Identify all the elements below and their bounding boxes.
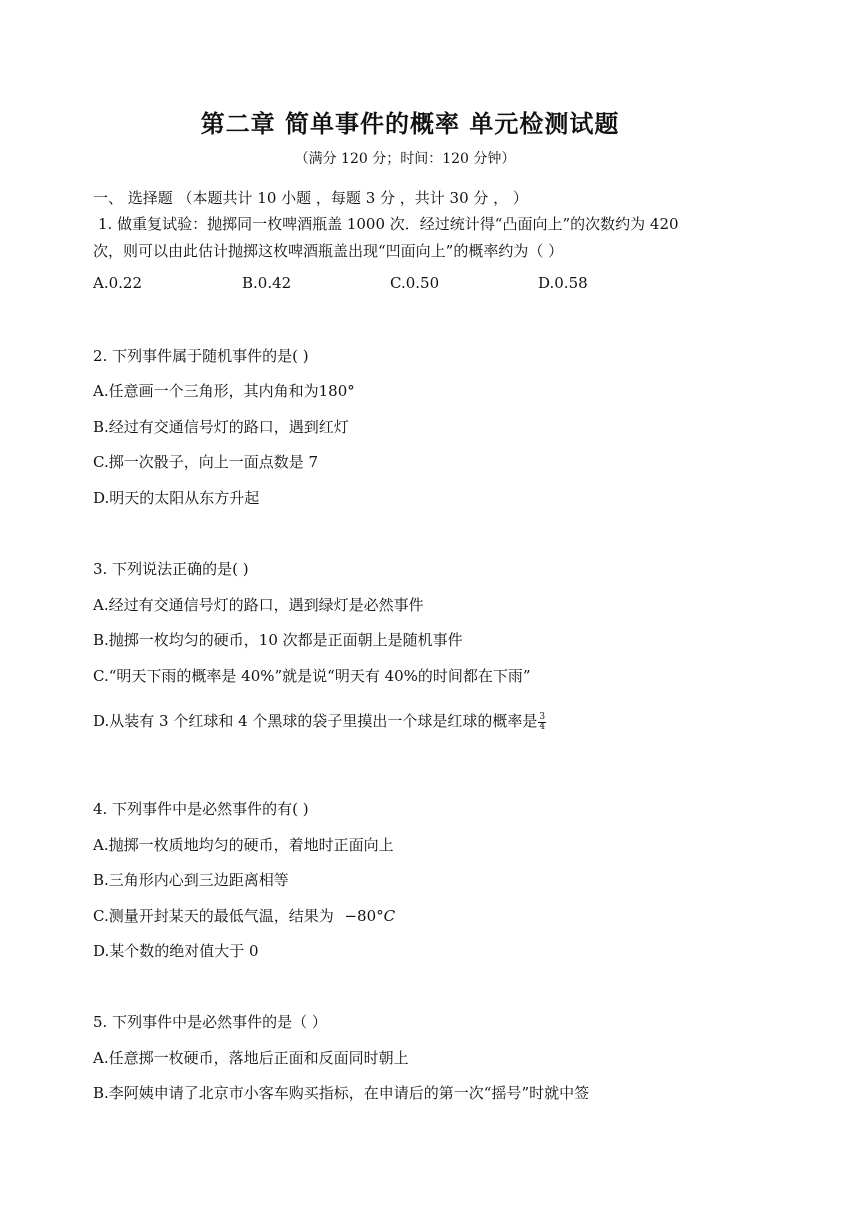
fraction-numerator: 3 bbox=[539, 711, 546, 722]
temperature-value: −80° bbox=[344, 907, 384, 925]
q1-option-d: D.0.58 bbox=[538, 274, 588, 292]
q4-option-c-row bbox=[93, 905, 395, 926]
q2-option-a: A.任意画一个三角形，其内角和为180° bbox=[93, 382, 355, 400]
q3-option-c: C.“明天下雨的概率是 40%”就是说“明天有 40%的时间都在下雨” bbox=[93, 667, 531, 685]
q3-option-d: D.从装有 3 个红球和 4 个黑球的袋子里摸出一个球是红球的概率是 bbox=[93, 712, 538, 730]
section-heading: 一、 选择题 （本题共计 10 小题 ，每题 3 分 ，共计 30 分 ， ） bbox=[93, 189, 528, 207]
question-5-stem: 5. 下列事件中是必然事件的是（ ） bbox=[93, 1013, 327, 1031]
q2-option-b: B.经过有交通信号灯的路口，遇到红灯 bbox=[93, 418, 349, 436]
q4-option-d: D.某个数的绝对值大于 0 bbox=[93, 942, 259, 960]
q4-option-a: A.抛掷一枚质地均匀的硬币，着地时正面向上 bbox=[93, 836, 394, 854]
question-3-stem: 3. 下列说法正确的是( ) bbox=[93, 560, 249, 578]
q2-option-c: C.掷一次骰子，向上一面点数是 7 bbox=[93, 453, 319, 471]
q2-option-d: D.明天的太阳从东方升起 bbox=[93, 489, 260, 507]
question-2-stem: 2. 下列事件属于随机事件的是( ) bbox=[93, 347, 309, 365]
q1-option-a: A.0.22 bbox=[93, 274, 142, 292]
question-1-line-1: 1. 做重复试验：抛掷同一枚啤酒瓶盖 1000 次．经过统计得“凸面向上”的次数约为 420 bbox=[98, 215, 679, 233]
fraction-three-quarters bbox=[538, 713, 546, 732]
q5-option-b: B.李阿姨申请了北京市小客车购买指标，在申请后的第一次“摇号”时就中签 bbox=[93, 1084, 590, 1102]
q4-option-b: B.三角形内心到三边距离相等 bbox=[93, 871, 289, 889]
q1-option-c: C.0.50 bbox=[390, 274, 440, 292]
page-subtitle: （满分 120 分；时间：120 分钟） bbox=[294, 151, 516, 167]
q3-option-d-row bbox=[93, 710, 546, 732]
q1-option-b: B.0.42 bbox=[242, 274, 292, 292]
question-1-line-2: 次，则可以由此估计抛掷这枚啤酒瓶盖出现“凹面向上”的概率约为（ ） bbox=[93, 242, 564, 260]
q5-option-a: A.任意掷一枚硬币，落地后正面和反面同时朝上 bbox=[93, 1049, 409, 1067]
fraction-denominator: 4 bbox=[539, 721, 546, 732]
page-title: 第二章 简单事件的概率 单元检测试题 bbox=[200, 110, 620, 138]
temperature-unit: C bbox=[383, 907, 396, 925]
q4-option-c: C.测量开封某天的最低气温，结果为 bbox=[93, 907, 339, 925]
q3-option-b: B.抛掷一枚均匀的硬币，10 次都是正面朝上是随机事件 bbox=[93, 631, 463, 649]
question-4-stem: 4. 下列事件中是必然事件的有( ) bbox=[93, 800, 309, 818]
q3-option-a: A.经过有交通信号灯的路口，遇到绿灯是必然事件 bbox=[93, 596, 424, 614]
